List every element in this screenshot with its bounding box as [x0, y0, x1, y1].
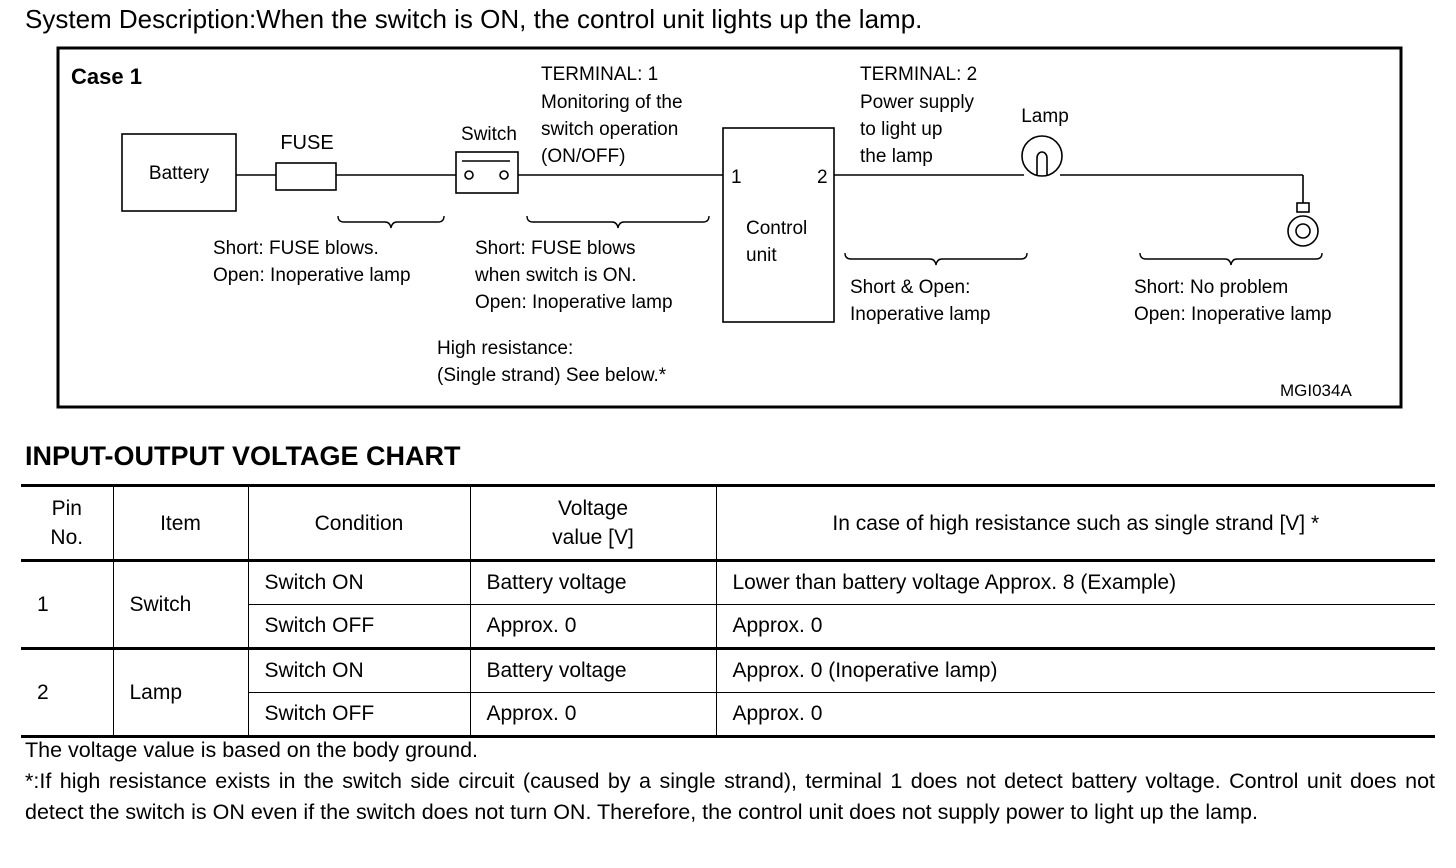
- svg-text:switch operation: switch operation: [541, 119, 679, 140]
- header-condition: Condition: [248, 486, 470, 561]
- control-unit-label-2: unit: [746, 245, 777, 266]
- footnotes: [25, 735, 1435, 828]
- voltage-cell: Battery voltage: [470, 561, 716, 605]
- header-high-resistance: In case of high resistance such as single strand [V] *: [716, 486, 1435, 561]
- svg-text:Inoperative lamp: Inoperative lamp: [850, 304, 991, 325]
- svg-text:Open: Inoperative lamp: Open: Inoperative lamp: [475, 292, 673, 313]
- fuse-section-note: [213, 238, 411, 286]
- voltage-cell: Battery voltage: [470, 649, 716, 693]
- svg-text:the lamp: the lamp: [860, 146, 933, 167]
- fuse-label: FUSE: [280, 132, 334, 154]
- high-resistance-cell: Approx. 0: [716, 693, 1435, 737]
- svg-text:when switch is ON.: when switch is ON.: [475, 265, 637, 286]
- svg-text:(Single strand) See below.*: (Single strand) See below.*: [437, 365, 667, 386]
- figure-code: MGI034A: [1280, 381, 1352, 400]
- battery-label: Battery: [148, 163, 210, 184]
- header-pin: Pin No.: [21, 486, 113, 561]
- high-resistance-note: [437, 338, 667, 386]
- svg-text:Short: No problem: Short: No problem: [1134, 277, 1289, 298]
- table-header-row: [21, 486, 1435, 561]
- svg-text:Short & Open:: Short & Open:: [850, 277, 971, 298]
- header-item: Item: [113, 486, 248, 561]
- high-resistance-cell: Approx. 0: [716, 605, 1435, 649]
- lamp-icon: [1022, 136, 1062, 176]
- svg-text:Open: Inoperative lamp: Open: Inoperative lamp: [1134, 304, 1332, 325]
- svg-text:Short: FUSE blows: Short: FUSE blows: [475, 238, 636, 259]
- high-resistance-cell: Approx. 0 (Inoperative lamp): [716, 649, 1435, 693]
- circuit-diagram: [0, 0, 1456, 420]
- pin-cell: 1: [21, 561, 113, 649]
- control-unit-pin1: 1: [731, 167, 742, 188]
- pin-cell: 2: [21, 649, 113, 737]
- svg-text:TERMINAL: 1: TERMINAL: 1: [541, 64, 659, 85]
- svg-text:to light up: to light up: [860, 119, 943, 140]
- voltage-chart-table: [21, 484, 1435, 738]
- system-description: System Description:When the switch is ON, the control unit lights up the lamp.: [25, 4, 923, 34]
- condition-cell: Switch ON: [248, 561, 470, 605]
- svg-text:Short: FUSE blows.: Short: FUSE blows.: [213, 238, 379, 259]
- fuse-symbol: [276, 163, 336, 190]
- svg-text:Open: Inoperative lamp: Open: Inoperative lamp: [213, 265, 411, 286]
- table-row: [21, 561, 1435, 605]
- condition-cell: Switch OFF: [248, 693, 470, 737]
- condition-cell: Switch ON: [248, 649, 470, 693]
- ground-icon: [1288, 203, 1318, 246]
- voltage-cell: Approx. 0: [470, 693, 716, 737]
- lamp-section-note: [850, 277, 990, 325]
- terminal1-text: [541, 64, 683, 167]
- control-unit-label-1: Control: [746, 218, 808, 239]
- svg-text:TERMINAL: 2: TERMINAL: 2: [860, 64, 978, 85]
- switch-label: Switch: [461, 124, 517, 145]
- item-cell: Switch: [113, 561, 248, 649]
- table-row: [21, 649, 1435, 693]
- header-voltage: Voltage value [V]: [470, 486, 716, 561]
- switch-symbol: [456, 152, 518, 193]
- svg-text:Power supply: Power supply: [860, 92, 975, 113]
- case-label: Case 1: [71, 64, 142, 89]
- svg-text:Monitoring of the: Monitoring of the: [541, 92, 683, 113]
- footnote-ground: The voltage value is based on the body ground.: [25, 738, 479, 762]
- chart-title: INPUT-OUTPUT VOLTAGE CHART: [25, 441, 461, 471]
- svg-text:High resistance:: High resistance:: [437, 338, 574, 359]
- high-resistance-cell: Lower than battery voltage Approx. 8 (Example): [716, 561, 1435, 605]
- item-cell: Lamp: [113, 649, 248, 737]
- switch-section-note: [474, 238, 673, 313]
- terminal2-text: [860, 64, 977, 167]
- lamp-label: Lamp: [1021, 106, 1069, 127]
- control-unit-pin2: 2: [817, 167, 828, 188]
- svg-text:(ON/OFF): (ON/OFF): [541, 146, 626, 167]
- voltage-cell: Approx. 0: [470, 605, 716, 649]
- condition-cell: Switch OFF: [248, 605, 470, 649]
- ground-section-note: [1134, 277, 1332, 325]
- footnote-high-resistance: *:If high resistance exists in the switch side circuit (caused by a single strand), terminal 1 does not detect battery voltage. Control unit does not detect the switch is ON even if the switch does not turn ON. Therefore, the control unit does not supply power to light up the lamp.: [25, 769, 1435, 824]
